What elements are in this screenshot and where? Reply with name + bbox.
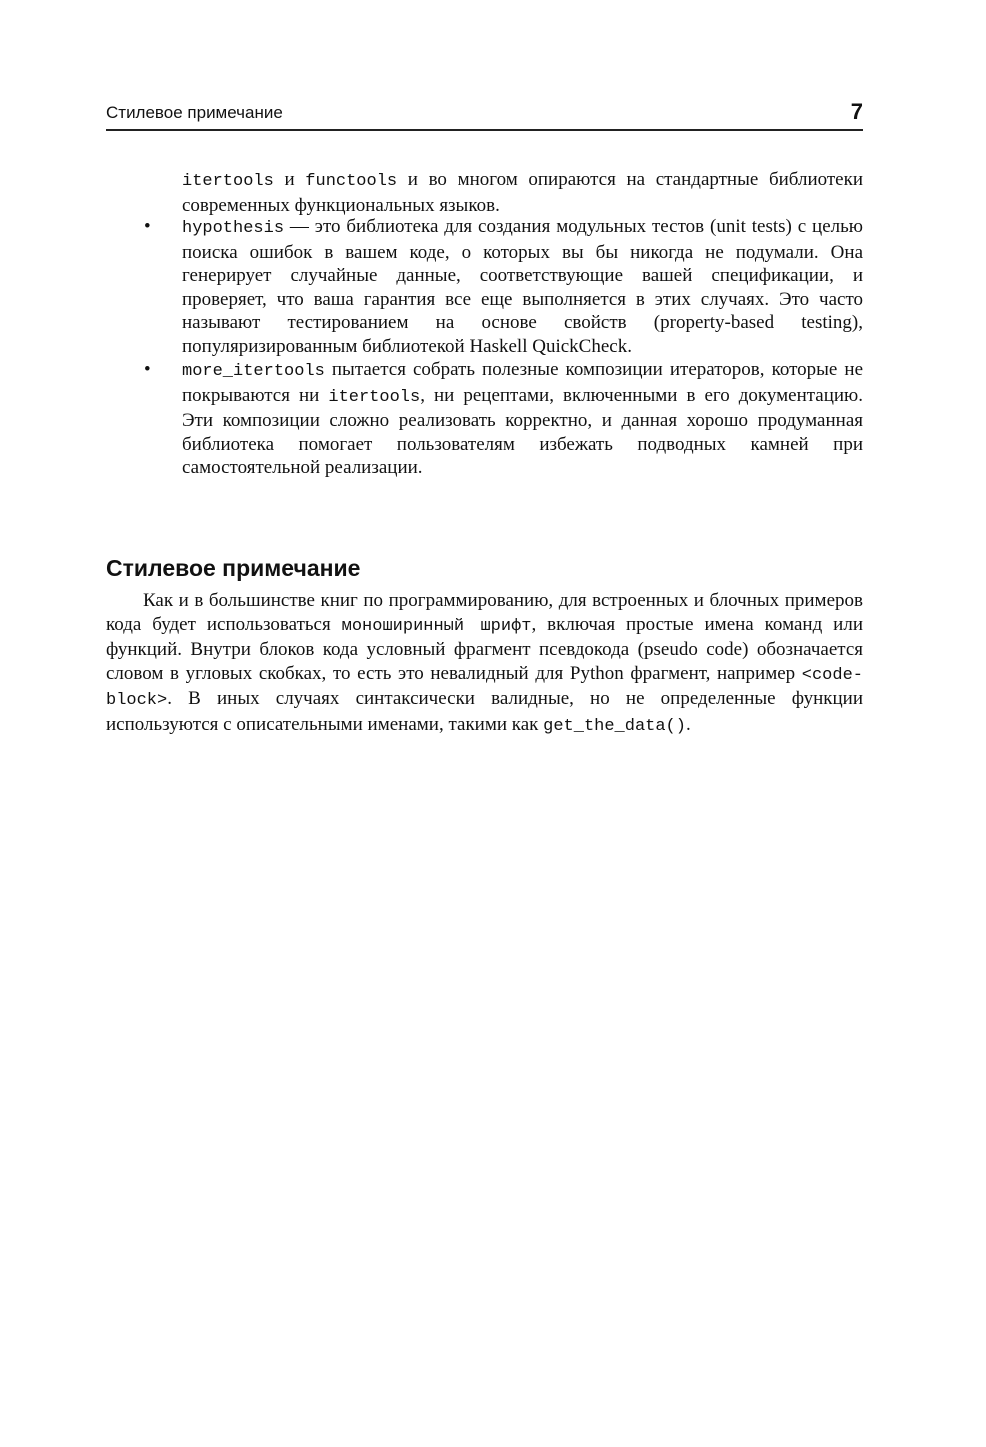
style-note-paragraph [106, 589, 863, 738]
list-item-text: — это библиотека для создания модульных тестов (unit tests) с целью поиска ошибок в вашем коде, о которых вы бы никогда не подумали. Она генерирует случайные данные, соответствующие вашей спецификации, и проверяет, что ваша гарантия все еще выполняется в этих случаях. Это часто называют тестированием на основе свойств (property-based testing), популяризированным библиотекой Haskell QuickCheck. [182, 216, 863, 357]
inline-code: itertools [328, 387, 421, 407]
continuation-paragraph [182, 168, 863, 217]
list-item-more-itertools [144, 358, 863, 480]
text-run: , включая простые имена команд или функций. Внутри блоков кода условный фрагмент псевдокода (pseudo code) обозначается словом в угловых скобках, то есть это невалидный для Python фрагмент, например [106, 613, 863, 684]
text-run: Как и в большинстве книг по программированию, для встроенных и блочных примеров кода будет использоваться [106, 590, 863, 635]
text-run: . [685, 713, 691, 735]
inline-code: моноширинный шрифт [341, 616, 532, 636]
library-list [144, 215, 863, 480]
running-header-title: Стилевое примечание [106, 103, 283, 122]
list-item-hypothesis [144, 215, 863, 358]
inline-code: itertools [182, 172, 274, 191]
bullet-marker: • [144, 359, 151, 380]
section-heading: Стилевое примечание [106, 555, 361, 582]
inline-code: hypothesis [182, 219, 285, 238]
page-number: 7 [850, 99, 863, 124]
list-item-text: пытается собрать полезные композиции итераторов, которые не покрываются ни [182, 359, 863, 406]
text-run: и [273, 169, 306, 190]
text-run: и во многом опираются на стандартные библиотеки современных функциональных языков. [182, 169, 864, 216]
list-item-text: , ни рецептами, включенными в его документацию. Эти композиции сложно реализовать корректно, и данная хорошо продуманная библиотека помогает пользователям избежать подводных камней при самостоятельной реализации. [182, 384, 863, 478]
inline-code: <code-block> [106, 665, 863, 710]
inline-code: get_the_data() [543, 716, 686, 736]
text-run: . В иных случаях синтаксически валидные, но не определенные функции используются с описательными именами, такими как [106, 688, 863, 735]
bullet-marker: • [144, 216, 151, 237]
running-header [106, 101, 863, 131]
inline-code: more_itertools [182, 362, 325, 381]
inline-code: functools [305, 172, 398, 191]
